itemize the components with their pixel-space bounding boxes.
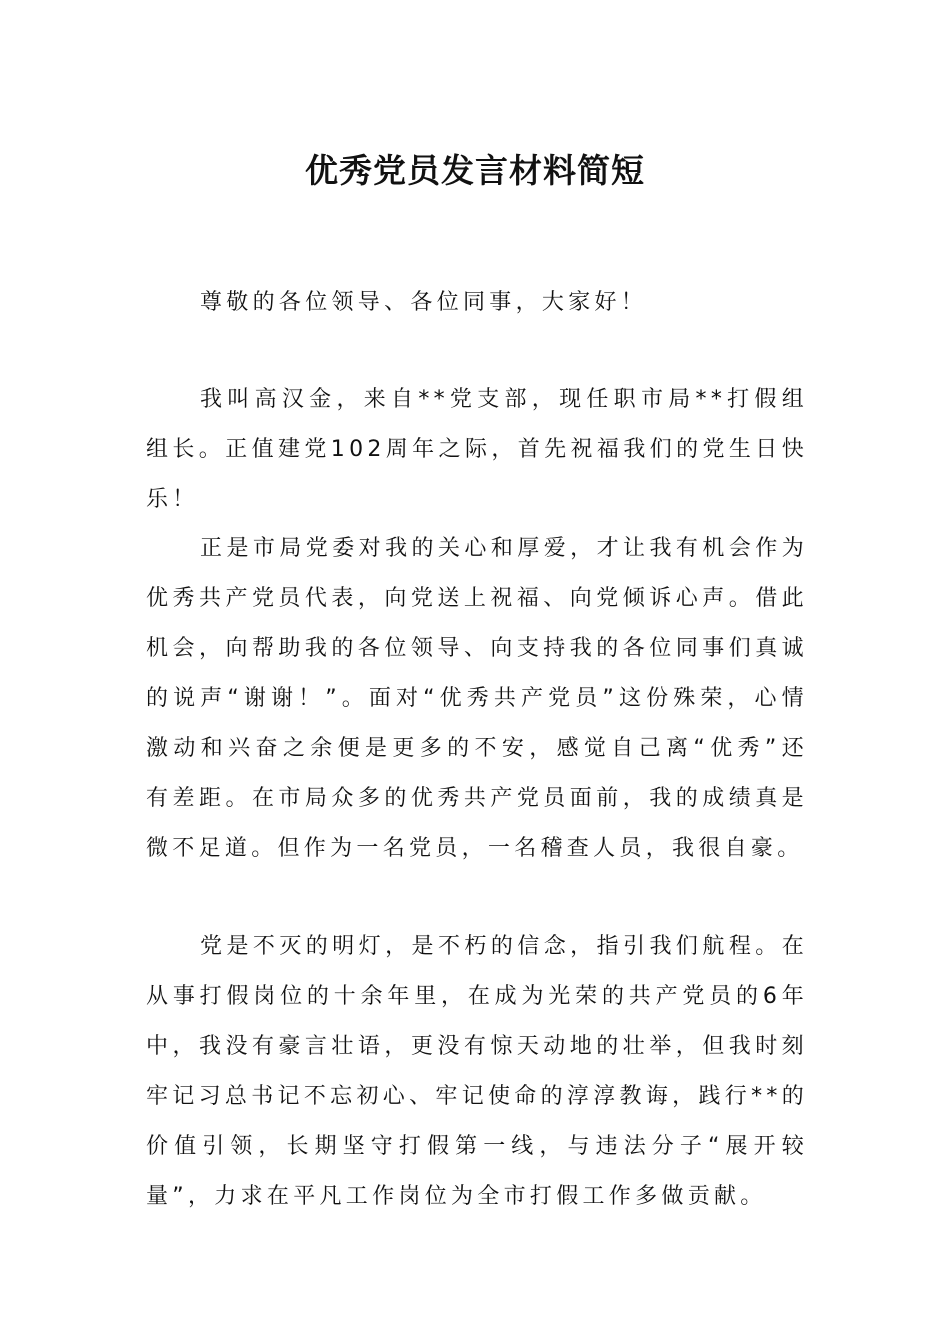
paragraph-greeting: 尊敬的各位领导、各位同事，大家好！ xyxy=(200,290,648,315)
paragraph-commitment: 党是不灭的明灯，是不朽的信念，指引我们航程。在从事打假岗位的十余年里，在成为光荣的共产党员的6年中，我没有豪言壮语，更没有惊天动地的壮举，但我时刻牢记习总书记不忘初心、牢记使命的淳淳教诲，践行**的价值引领，长期坚守打假第一线，与违法分子“展开较量”，力求在平凡工作岗位为全市打假工作多做贡献。 xyxy=(146,934,808,1209)
document-title: 优秀党员发言材料简短 xyxy=(305,151,645,190)
paragraph-self-introduction: 我叫高汉金，来自**党支部，现任职市局**打假组组长。正值建党102周年之际，首先祝福我们的党生日快乐！ xyxy=(146,387,808,512)
paragraph-gratitude: 正是市局党委对我的关心和厚爱，才让我有机会作为优秀共产党员代表，向党送上祝福、向党倾诉心声。借此机会，向帮助我的各位领导、向支持我的各位同事们真诚的说声“谢谢！”。面对“优秀共产党员”这份殊荣，心情激动和兴奋之余便是更多的不安，感觉自己离“优秀”还有差距。在市局众多的优秀共产党员面前，我的成绩真是微不足道。但作为一名党员，一名稽查人员，我很自豪。 xyxy=(146,536,808,861)
